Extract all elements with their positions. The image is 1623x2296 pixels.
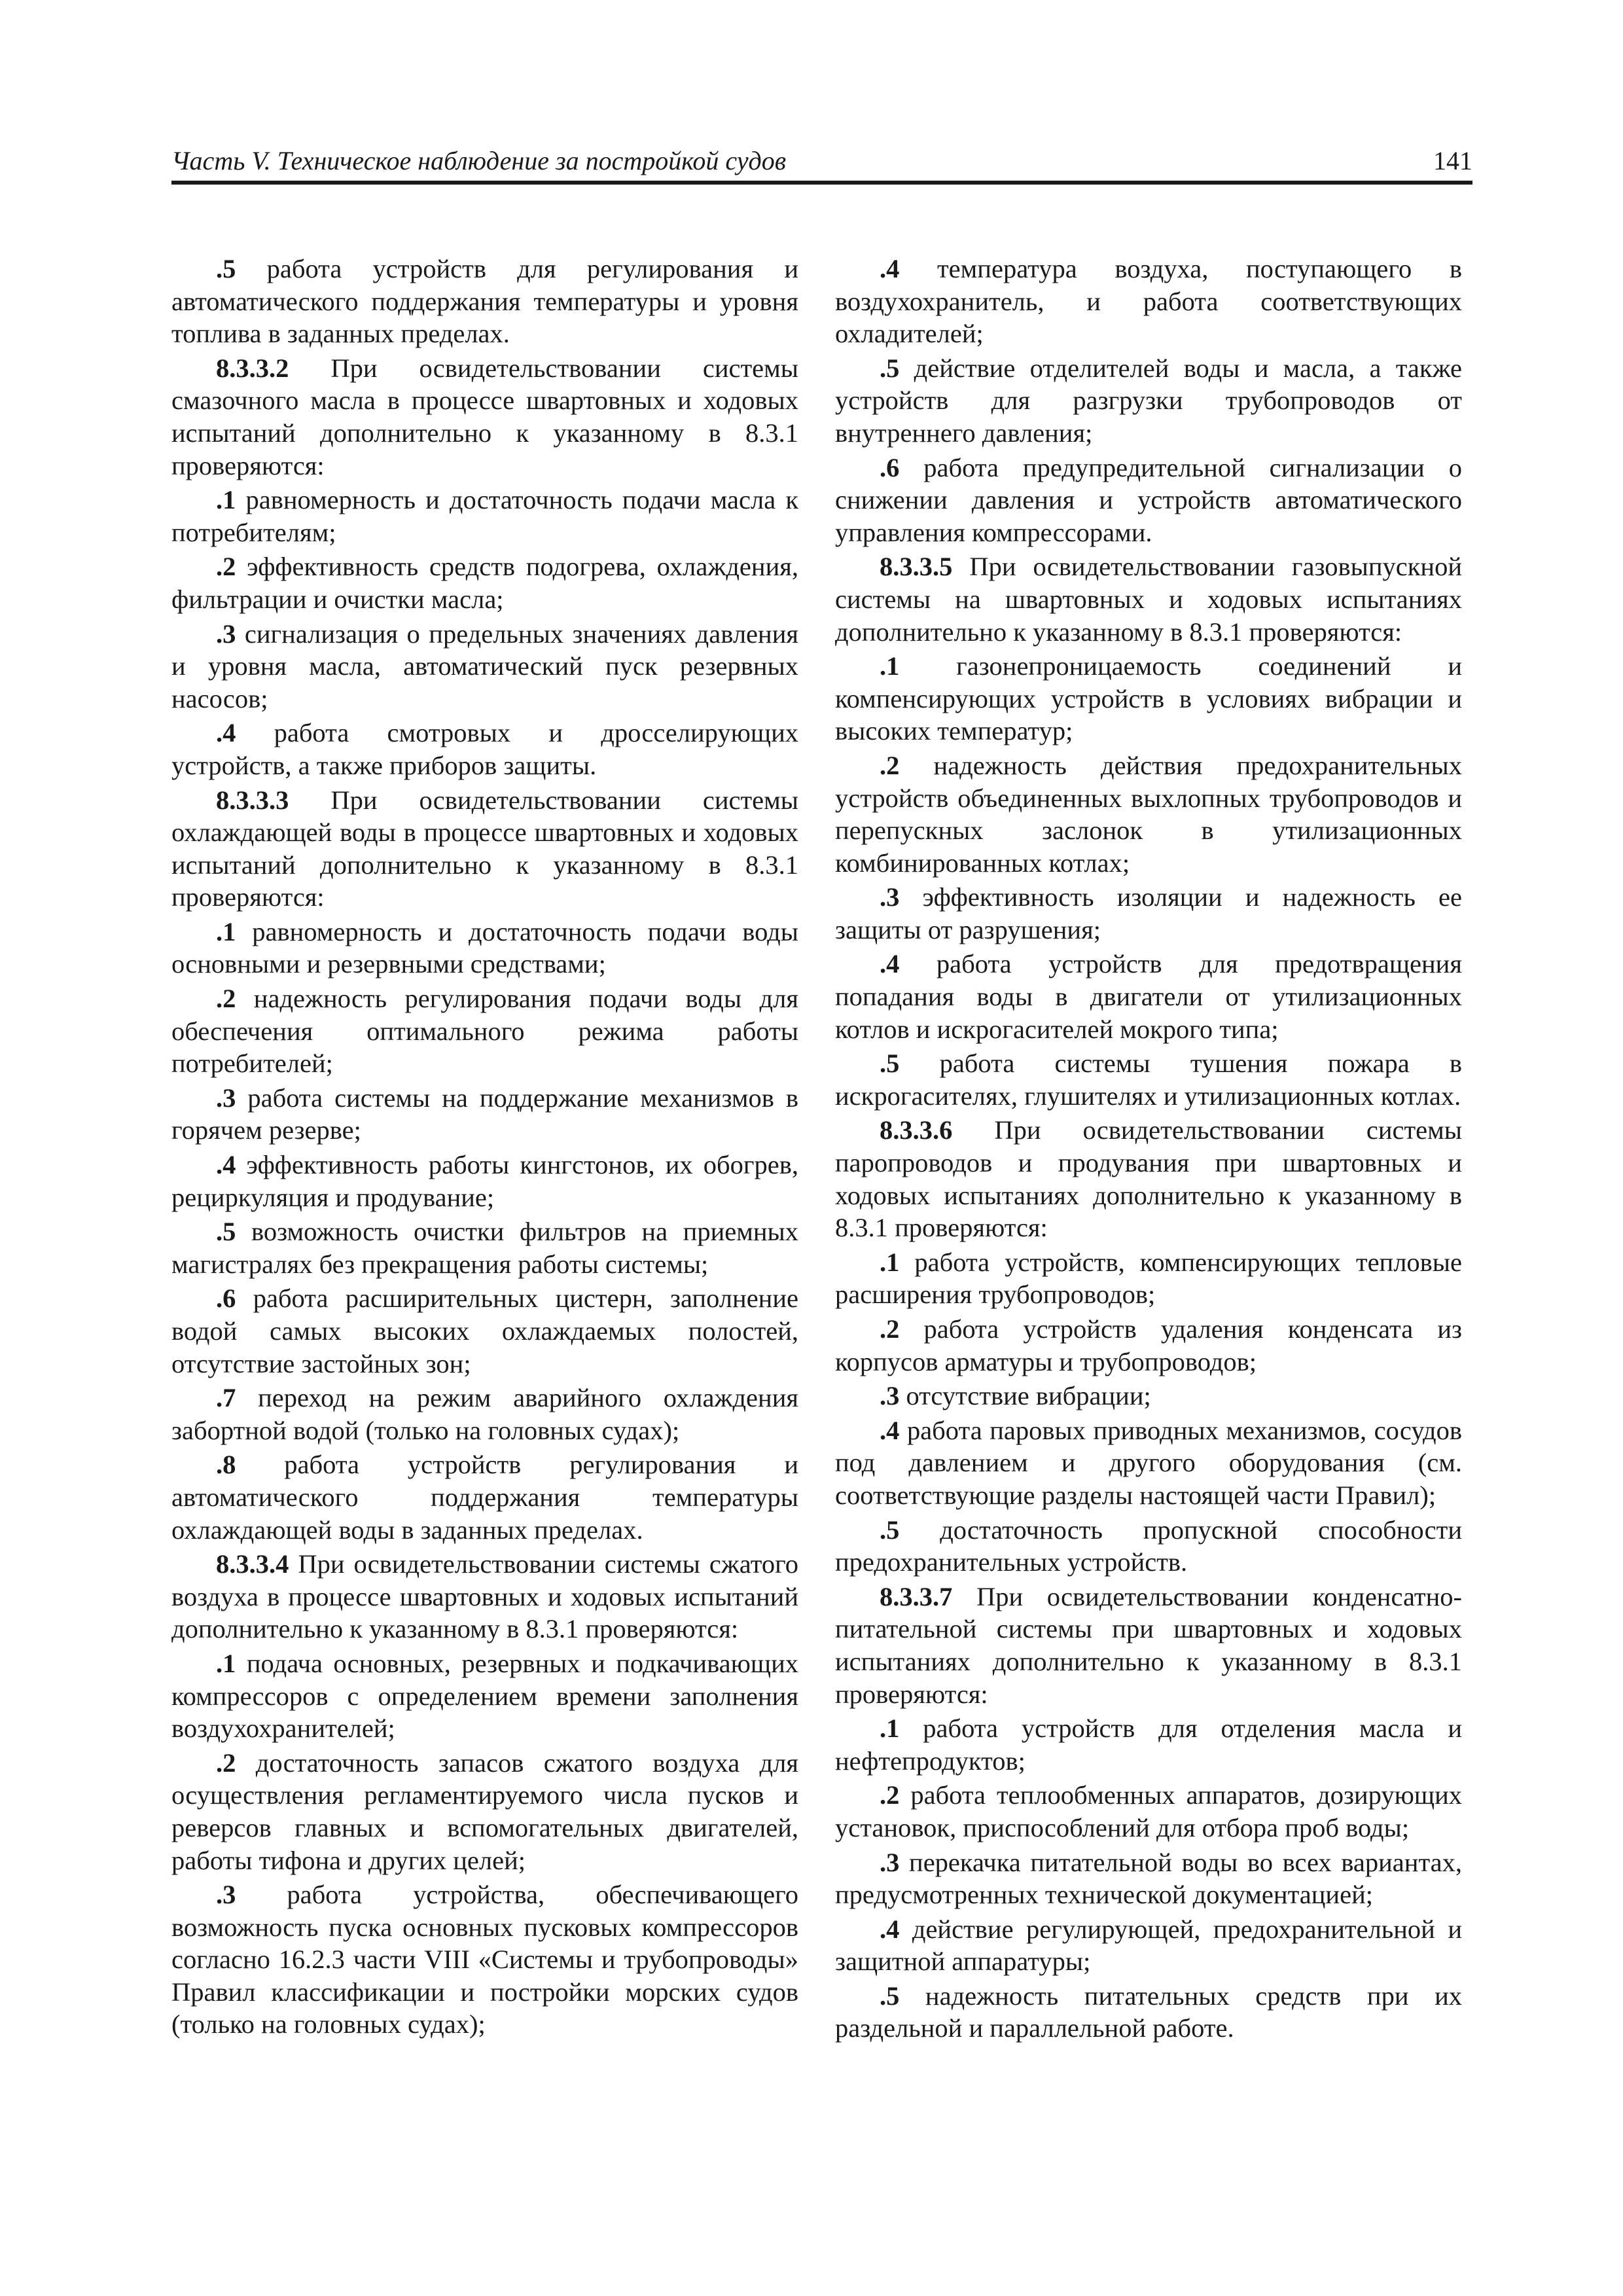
paragraph: [835, 1246, 1462, 1311]
paragraph: [835, 650, 1462, 747]
paragraph-text: работа устройства, обеспечивающего возможность пуска основных пусковых компрессоров согласно 16.2.3 части VIII «Системы и трубопроводы» Правил классификации и постройки морских судов (только на головных судах);: [171, 1880, 798, 2039]
paragraph-text: достаточность пропускной способности предохранительных устройств.: [835, 1515, 1462, 1577]
paragraph: [171, 982, 798, 1080]
item-number: .5: [216, 254, 236, 283]
item-number: .2: [216, 552, 236, 582]
paragraph: [835, 550, 1462, 648]
item-number: 8.3.3.3: [216, 785, 289, 815]
paragraph: [171, 1215, 798, 1280]
paragraph: [835, 1047, 1462, 1112]
item-number: .3: [216, 619, 236, 649]
paragraph-text: При освидетельствовании системы паропроводов и продувания при швартовных и ходовых испытаниях дополнительно к указанному в 8.3.1 проверяются:: [835, 1115, 1462, 1243]
paragraph-text: эффективность изоляции и надежность ее защиты от разрушения;: [835, 882, 1462, 944]
item-number: .2: [216, 1748, 236, 1778]
paragraph-text: температура воздуха, поступающего в воздухохранитель, и работа соответствующих охладителей;: [835, 254, 1462, 349]
item-number: .1: [880, 1713, 900, 1744]
item-number: .1: [216, 1648, 236, 1678]
page-number: 141: [1433, 146, 1472, 175]
paragraph: [171, 1382, 798, 1446]
paragraph: [171, 1282, 798, 1380]
paragraph: [171, 784, 798, 914]
paragraph: [171, 1448, 798, 1546]
item-number: .4: [216, 718, 236, 748]
paragraph-text: переход на режим аварийного охлаждения забортной водой (только на головных судах);: [171, 1383, 798, 1445]
paragraph: [171, 550, 798, 615]
paragraph-text: сигнализация о предельных значениях давления и уровня масла, автоматический пуск резервных насосов;: [171, 619, 798, 713]
paragraph: [171, 1149, 798, 1213]
paragraph: [835, 1712, 1462, 1777]
paragraph: [835, 881, 1462, 946]
paragraph-text: отсутствие вибрации;: [899, 1381, 1151, 1411]
paragraph-text: работа смотровых и дросселирующих устройств, а также приборов защиты.: [171, 718, 798, 780]
item-number: .4: [216, 1150, 236, 1180]
item-number: .5: [880, 1515, 900, 1545]
item-number: .5: [880, 1981, 900, 2011]
paragraph-text: работа устройств для регулирования и автоматического поддержания температуры и уровня топлива в заданных пределах.: [171, 254, 798, 349]
paragraph-text: работа предупредительной сигнализации о снижении давления и устройств автоматического управления компрессорами.: [835, 452, 1462, 547]
paragraph-text: возможность очистки фильтров на приемных магистралях без прекращения работы системы;: [171, 1217, 798, 1279]
paragraph: [171, 253, 798, 350]
item-number: .5: [880, 353, 900, 383]
item-number: .1: [216, 485, 236, 515]
right-column: [835, 253, 1462, 2045]
item-number: .3: [880, 882, 900, 912]
paragraph-text: надежность регулирования подачи воды для обеспечения оптимального режима работы потребителей;: [171, 984, 798, 1079]
paragraph-text: работа теплообменных аппаратов, дозирующих установок, приспособлений для отбора проб воды;: [835, 1780, 1462, 1842]
paragraph: [171, 1747, 798, 1876]
paragraph-text: достаточность запасов сжатого воздуха для осуществления регламентируемого числа пусков и реверсов главных и вспомогательных двигателей, работы тифона и других целей;: [171, 1748, 798, 1875]
paragraph-text: При освидетельствовании системы охлаждающей воды в процессе швартовных и ходовых испытаний дополнительно к указанному в 8.3.1 проверяются:: [171, 785, 798, 912]
paragraph-text: эффективность работы кингстонов, их обогрев, рециркуляция и продувание;: [171, 1150, 798, 1212]
item-number: 8.3.3.2: [216, 353, 289, 383]
paragraph: [835, 1514, 1462, 1579]
item-number: .2: [880, 1314, 900, 1344]
paragraph: [835, 1846, 1462, 1911]
paragraph: [171, 916, 798, 980]
paragraph: [171, 1082, 798, 1147]
item-number: .4: [880, 254, 900, 283]
running-header: [171, 141, 1472, 185]
running-title: Часть V. Техническое наблюдение за постройкой судов: [171, 146, 787, 175]
paragraph-text: работа паровых приводных механизмов, сосудов под давлением и другого оборудования (см. соответствующие разделы настоящей части Правил);: [835, 1415, 1462, 1510]
paragraph-text: работа системы на поддержание механизмов в горячем резерве;: [171, 1083, 798, 1145]
item-number: .1: [880, 1247, 900, 1277]
item-number: .1: [216, 916, 236, 946]
paragraph: [835, 352, 1462, 450]
paragraph-text: газонепроницаемость соединений и компенсирующих устройств в условиях вибрации и высоких температур;: [835, 651, 1462, 746]
left-column: [171, 253, 798, 2041]
paragraph: [835, 1581, 1462, 1710]
paragraph-text: работа расширительных цистерн, заполнение водой самых высоких охлаждаемых полостей, отсутствие застойных зон;: [171, 1283, 798, 1378]
paragraph-text: работа системы тушения пожара в искрогасителях, глушителях и утилизационных котлах.: [835, 1049, 1462, 1111]
paragraph: [171, 1647, 798, 1745]
paragraph: [171, 618, 798, 715]
paragraph-text: подача основных, резервных и подкачивающих компрессоров с определением времени заполнения воздухохранителей;: [171, 1648, 798, 1744]
item-number: .2: [216, 984, 236, 1014]
paragraph-text: надежность питательных средств при их раздельной и параллельной работе.: [835, 1981, 1462, 2043]
paragraph-text: При освидетельствовании системы смазочного масла в процессе швартовных и ходовых испытаний дополнительно к указанному в 8.3.1 проверяются:: [171, 353, 798, 480]
item-number: 8.3.3.5: [880, 552, 953, 582]
item-number: .6: [880, 452, 900, 482]
paragraph: [835, 749, 1462, 879]
paragraph-text: работа устройств удаления конденсата из корпусов арматуры и трубопроводов;: [835, 1314, 1462, 1376]
paragraph-text: работа устройств, компенсирующих тепловые расширения трубопроводов;: [835, 1247, 1462, 1310]
paragraph-text: работа устройств регулирования и автоматического поддержания температуры охлаждающей воды в заданных пределах.: [171, 1450, 798, 1545]
item-number: .5: [216, 1217, 236, 1247]
item-number: .8: [216, 1450, 236, 1480]
paragraph-text: работа устройств для отделения масла и нефтепродуктов;: [835, 1713, 1462, 1776]
item-number: .4: [880, 1914, 900, 1944]
paragraph: [835, 1913, 1462, 1978]
paragraph-text: При освидетельствовании системы сжатого воздуха в процессе швартовных и ходовых испытаний дополнительно к указанному в 8.3.1 проверяются:: [171, 1549, 798, 1644]
paragraph-text: равномерность и достаточность подачи воды основными и резервными средствами;: [171, 916, 798, 979]
item-number: 8.3.3.7: [880, 1581, 953, 1611]
item-number: .3: [216, 1083, 236, 1113]
paragraph-text: эффективность средств подогрева, охлаждения, фильтрации и очистки масла;: [171, 552, 798, 614]
item-number: .2: [880, 1780, 900, 1810]
paragraph: [835, 1313, 1462, 1378]
item-number: .2: [880, 750, 900, 780]
paragraph-text: При освидетельствовании газовыпускной системы на швартовных и ходовых испытаниях дополнительно к указанному в 8.3.1 проверяются:: [835, 552, 1462, 647]
paragraph-text: работа устройств для предотвращения попадания воды в двигатели от утилизационных котлов и искрогасителей мокрого типа;: [835, 949, 1462, 1044]
paragraph: [171, 717, 798, 781]
paragraph: [835, 1414, 1462, 1512]
paragraph: [171, 484, 798, 548]
paragraph-text: равномерность и достаточность подачи масла к потребителям;: [171, 485, 798, 547]
item-number: .3: [880, 1381, 900, 1411]
item-number: .4: [880, 1415, 900, 1445]
paragraph: [835, 1779, 1462, 1844]
item-number: .5: [880, 1049, 900, 1079]
paragraph: [835, 948, 1462, 1045]
paragraph: [171, 1878, 798, 2041]
paragraph: [171, 1548, 798, 1645]
item-number: .4: [880, 949, 900, 979]
paragraph: [835, 452, 1462, 549]
item-number: .3: [880, 1847, 900, 1877]
item-number: .6: [216, 1283, 236, 1314]
item-number: .3: [216, 1880, 236, 1910]
paragraph: [835, 253, 1462, 350]
item-number: 8.3.3.6: [880, 1115, 953, 1145]
paragraph: [835, 1380, 1462, 1412]
paragraph-text: При освидетельствовании конденсатно-питательной системы при швартовных и ходовых испытаниях дополнительно к указанному в 8.3.1 проверяются:: [835, 1581, 1462, 1709]
paragraph: [171, 352, 798, 482]
paragraph-text: действие отделителей воды и масла, а также устройств для разгрузки трубопроводов от внутреннего давления;: [835, 353, 1462, 448]
paragraph-text: действие регулирующей, предохранительной и защитной аппаратуры;: [835, 1914, 1462, 1977]
paragraph-text: перекачка питательной воды во всех вариантах, предусмотренных технической документацией;: [835, 1847, 1462, 1910]
item-number: .7: [216, 1383, 236, 1413]
paragraph-text: надежность действия предохранительных устройств объединенных выхлопных трубопроводов и перепускных заслонок в утилизационных комбинированных котлах;: [835, 750, 1462, 878]
paragraph: [835, 1114, 1462, 1244]
item-number: .1: [880, 651, 900, 681]
paragraph: [835, 1980, 1462, 2045]
item-number: 8.3.3.4: [216, 1549, 289, 1579]
